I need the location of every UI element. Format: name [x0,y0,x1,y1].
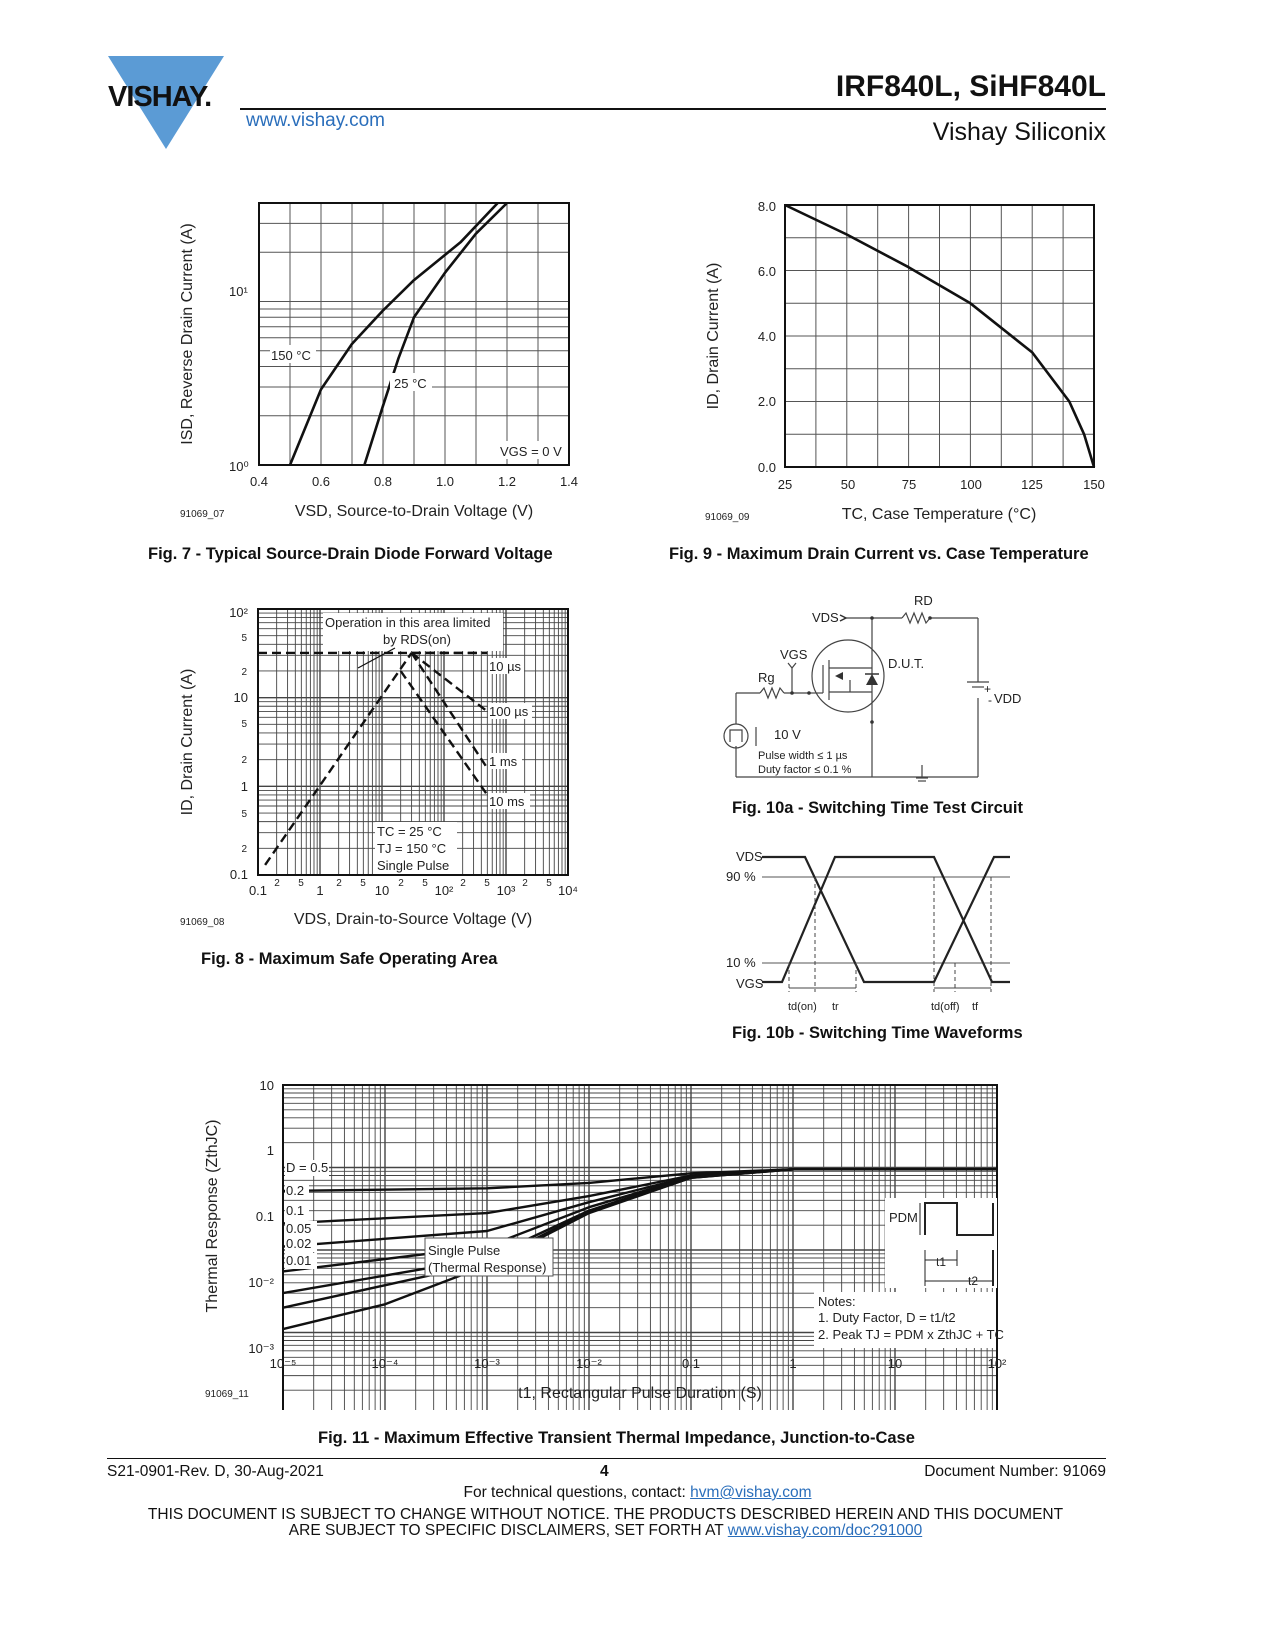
fig11-ytick: 10 [259,1078,274,1093]
fig9-xtick: 75 [901,477,917,492]
fig7-xtick: 1.4 [559,474,579,489]
fig8-line-100s [412,653,488,712]
fig7-xtick: 1.2 [497,474,517,489]
logo-text: VISHAY. [108,81,212,113]
fig10a-duty-factor: Duty factor ≤ 0.1 % [758,764,852,776]
fig8-xtick: 10³ [496,883,516,898]
fig8-xminor: 5 [546,878,552,889]
fig11-label-d05: D = 0.5 [286,1160,329,1175]
fig9-ytick: 4.0 [757,329,776,344]
fig8-xminor: 5 [422,878,428,889]
footer-disclaimer-link[interactable]: www.vishay.com/doc?91000 [727,1522,923,1539]
fig11-label-d02: 0.2 [286,1183,305,1198]
fig10b-10: 10 % [726,955,756,970]
fig8-code: 91069_08 [180,917,225,928]
fig8-xtick: 0.1 [248,883,268,898]
fig11-code: 91069_11 [205,1389,249,1400]
fig7-caption: Fig. 7 - Typical Source-Drain Diode Forward Voltage [148,545,553,563]
fig9-xtick: 100 [960,477,982,492]
fig11-caption: Fig. 11 - Maximum Effective Transient Thermal Impedance, Junction-to-Case [318,1429,915,1447]
fig11-t1: t1 [936,1255,947,1269]
fig8-xminor: 5 [484,878,490,889]
fig8-yminor: 2 [241,755,247,766]
fig11-xtick: 0.1 [681,1356,701,1371]
fig8-yminor: 2 [241,844,247,855]
fig11-single-pulse: Single Pulse [428,1243,501,1258]
fig10b-caption: Fig. 10b - Switching Time Waveforms [732,1024,1023,1042]
fig11-chart [195,1070,1015,1410]
fig7-label-vgs: VGS = 0 V [500,444,562,459]
fig8-ytick: 0.1 [229,867,248,882]
fig8-xminor: 2 [460,878,466,889]
fig10a-caption: Fig. 10a - Switching Time Test Circuit [732,799,1023,817]
fig10a-plus: + [984,682,992,696]
fig9-xtick: 150 [1083,477,1105,492]
fig10b-90: 90 % [726,869,756,884]
fig10b-vds: VDS [736,849,763,864]
fig8-label-1ms: 1 ms [489,754,518,769]
fig11-note1: 1. Duty Factor, D = t1/t2 [818,1310,956,1325]
website-link[interactable]: www.vishay.com [246,110,386,131]
fig7-curve-25C [364,203,507,465]
fig9-caption: Fig. 9 - Maximum Drain Current vs. Case Temperature [669,545,1089,563]
fig7-xtick: 0.4 [249,474,269,489]
fig7-label-150c: 150 °C [271,348,311,363]
fig9-ytick: 0.0 [757,460,776,475]
fig11-xtick: 10² [987,1356,1007,1371]
fig11-ytick: 10⁻³ [248,1341,274,1356]
fig11-label-d002: 0.02 [286,1236,312,1251]
fig8-yminor: 5 [241,809,247,820]
fig11-label-d001: 0.01 [286,1253,312,1268]
fig8-xminor: 2 [398,878,404,889]
fig11-pdm: PDM [889,1210,918,1225]
fig11-xtick: 1 [789,1356,797,1371]
fig11-thermal-response: (Thermal Response) [428,1260,547,1275]
fig10b-tr: tr [832,1001,839,1013]
fig10a-dut: D.U.T. [888,656,925,671]
fig11-xtick: 10⁻⁴ [371,1356,399,1371]
fig10a-vdd: VDD [994,691,1022,706]
fig10b-tf: tf [972,1001,979,1013]
footer-contact-label: For technical questions, contact: [463,1484,691,1501]
fig8-cond-pulse: Single Pulse [377,858,450,873]
fig8-xtick: 10² [434,883,454,898]
fig11-ytick: 1 [266,1143,274,1158]
fig9-ytick: 6.0 [757,264,776,279]
fig7-xtick: 0.6 [311,474,331,489]
fig8-xminor: 5 [298,878,304,889]
fig8-chart [170,600,590,940]
fig9-code: 91069_09 [705,512,750,523]
fig11-label-d005: 0.05 [286,1221,312,1236]
fig11-xlabel: t1, Rectangular Pulse Duration (S) [518,1385,762,1402]
fig9-xtick: 125 [1021,477,1043,492]
fig8-xlabel: VDS, Drain-to-Source Voltage (V) [293,911,533,928]
fig8-xtick: 10⁴ [557,883,579,898]
fig8-xtick: 10 [374,883,390,898]
fig7-ylabel: ISD, Reverse Drain Current (A) [179,223,196,445]
fig8-xminor: 2 [336,878,342,889]
fig11-xtick: 10 [887,1356,903,1371]
fig8-ytick: 10 [233,690,248,705]
fig9-xlabel: TC, Case Temperature (°C) [841,506,1037,523]
fig9-xtick: 50 [840,477,856,492]
fig11-xtick: 10⁻⁵ [269,1356,297,1371]
footer-disclaimer-1: THIS DOCUMENT IS SUBJECT TO CHANGE WITHOUT NOTICE. THE PRODUCTS DESCRIBED HEREIN AND THIS DOCUMENT [147,1506,1064,1523]
fig10a-pulse-width: Pulse width ≤ 1 µs [758,750,848,762]
fig11-xtick: 10⁻² [576,1356,602,1371]
fig10b-tdon: td(on) [788,1001,817,1013]
footer-rule [107,1458,1106,1459]
fig10b-tdoff: td(off) [931,1001,960,1013]
fig8-caption: Fig. 8 - Maximum Safe Operating Area [201,950,498,968]
fig11-note2: 2. Peak TJ = PDM x ZthJC + TC [818,1327,1004,1342]
fig7-ytick-0: 10⁰ [229,459,249,474]
fig9-chart [700,190,1120,530]
fig7-chart [170,190,590,530]
fig9-ytick: 8.0 [757,199,776,214]
fig7-xtick: 1.0 [435,474,455,489]
fig8-line-1ms [412,653,488,768]
part-number-title: IRF840L, SiHF840L [835,70,1106,103]
footer-disclaimer-2 [0,1522,1211,1540]
fig7-xtick: 0.8 [373,474,393,489]
fig9-xtick: 25 [777,477,793,492]
fig7-code: 91069_07 [180,509,225,520]
fig8-xminor: 2 [522,878,528,889]
fig11-label-d01: 0.1 [286,1203,305,1218]
fig8-yminor: 5 [241,633,247,644]
fig11-ytick: 10⁻² [248,1275,274,1290]
fig8-annot-2: by RDS(on) [383,632,451,647]
fig10a-vgs: VGS [780,647,808,662]
fig8-xminor: 2 [274,878,280,889]
fig8-cond-tj: TJ = 150 °C [377,841,447,856]
fig10b-waveforms [712,840,1022,1020]
footer-contact [0,1484,1275,1502]
fig9-ylabel: ID, Drain Current (A) [705,262,722,410]
fig8-yminor: 5 [241,719,247,730]
fig7-ytick-1: 10¹ [229,284,248,299]
fig8-label-10ms: 10 ms [489,794,525,809]
footer-contact-email[interactable]: hvm@vishay.com [690,1484,812,1501]
fig8-ytick: 1 [240,779,248,794]
footer-doc-number: Document Number: 91069 [924,1463,1106,1480]
footer-disclaimer-text: ARE SUBJECT TO SPECIFIC DISCLAIMERS, SET FORTH AT [288,1522,728,1539]
footer-revision: S21-0901-Rev. D, 30-Aug-2021 [107,1463,324,1480]
fig7-label-25c: 25 °C [394,376,427,391]
fig8-annot-1: Operation in this area limited [325,615,491,630]
fig10a-10v: 10 V [774,727,801,742]
fig8-cond-tc: TC = 25 °C [377,824,442,839]
fig11-t2: t2 [968,1274,979,1288]
company-name: Vishay Siliconix [932,118,1106,146]
fig8-ytick: 10² [229,605,248,620]
fig10a-minus: - [988,693,992,707]
fig10a-circuit [712,590,1042,790]
fig8-label-100us: 100 µs [489,704,529,719]
footer-page-number: 4 [600,1463,609,1480]
fig8-ylabel: ID, Drain Current (A) [179,668,196,816]
fig8-xminor: 5 [360,878,366,889]
fig10a-rg: Rg [758,670,775,685]
fig11-ylabel: Thermal Response (ZthJC) [204,1119,221,1313]
fig10a-vds: VDS [812,610,839,625]
fig8-yminor: 2 [241,667,247,678]
fig7-xlabel: VSD, Source-to-Drain Voltage (V) [294,503,534,520]
fig10b-vgs: VGS [736,976,764,991]
fig8-xtick: 1 [316,883,324,898]
fig11-notes: Notes: [818,1294,856,1309]
fig8-label-10us: 10 µs [489,659,522,674]
fig11-xtick: 10⁻³ [474,1356,500,1371]
fig11-ytick: 0.1 [255,1209,274,1224]
fig9-ytick: 2.0 [757,394,776,409]
fig10a-rd: RD [914,593,933,608]
